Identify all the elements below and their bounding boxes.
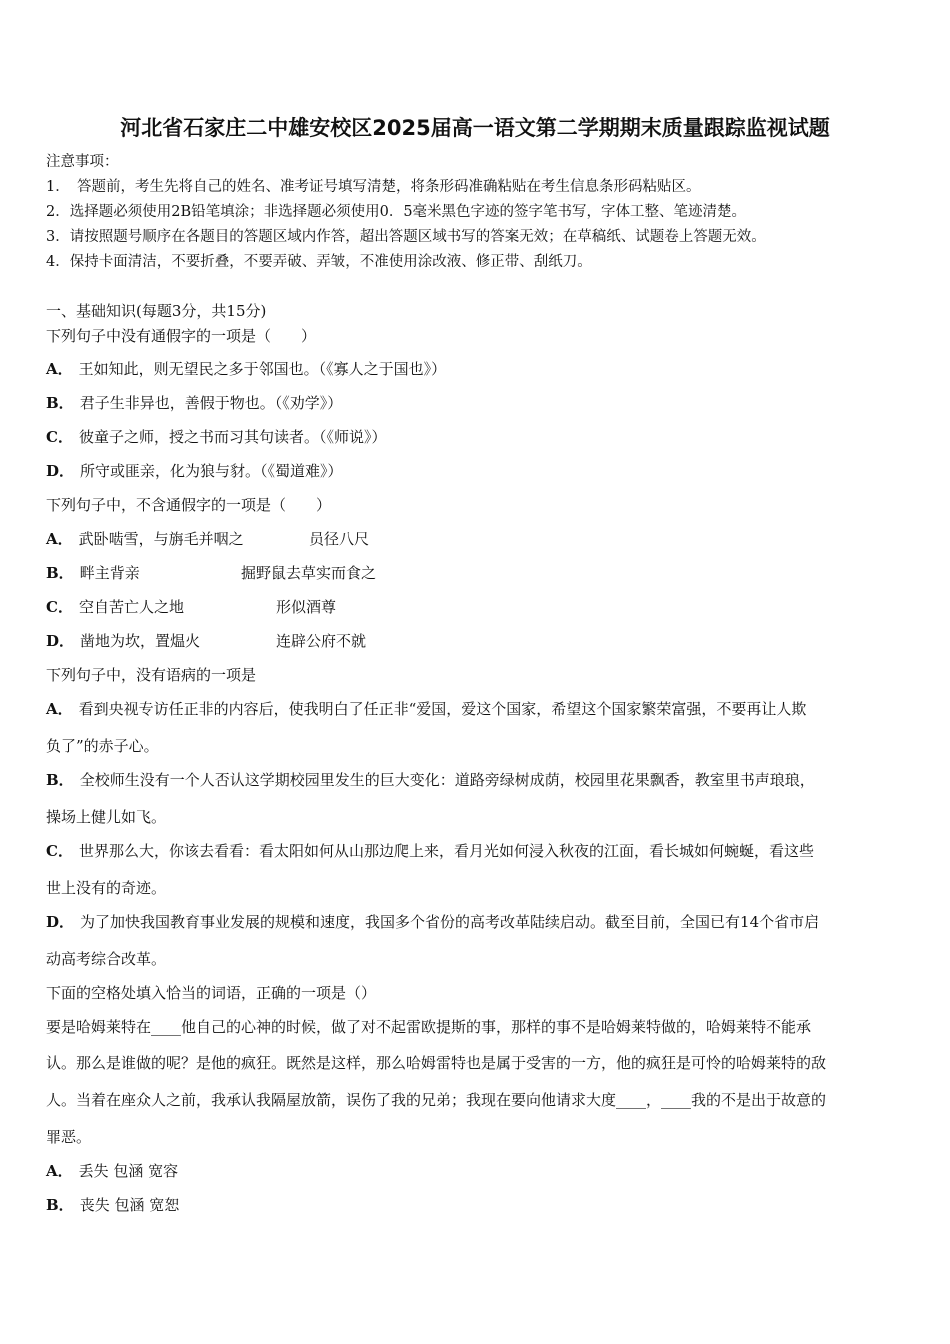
notice-item: 2．选择题必须使用2B铅笔填涂；非选择题必须使用0．5毫米黑色字迹的签字笔书写，字体工整、笔迹清楚。 <box>46 204 747 220</box>
option-text: 凿地为坎，置煴火 <box>80 632 201 650</box>
notice-item: 4．保持卡面清洁，不要折叠，不要弄破、弄皱，不准使用涂改液、修正带、刮纸刀。 <box>46 254 592 270</box>
passage-line: 人。当着在座众人之前，我承认我隔屋放箭，误伤了我的兄弟；我现在要向他请求大度____，____我的不是出于故意的 <box>46 1091 827 1109</box>
section-heading: 一、基础知识(每题3分，共15分) <box>46 302 267 320</box>
option-text: 全校师生没有一个人否认这学期校园里发生的巨大变化：道路旁绿树成荫，校园里花果飘香，教室里书声琅琅， <box>79 771 815 789</box>
option-d <box>46 912 819 932</box>
option-a-continuation: 负了”的赤子心。 <box>46 737 159 755</box>
option-letter: C． <box>46 842 73 860</box>
option-c-second-part: 形似酒尊 <box>276 598 337 616</box>
option-a <box>46 529 244 549</box>
option-d <box>46 461 343 481</box>
notice-heading: 注意事项： <box>46 154 119 170</box>
option-text: 彼童子之师，授之书而习其句读者。（《师说》） <box>78 428 387 446</box>
option-text: 所守或匪亲，化为狼与豺。（《蜀道难》） <box>80 462 343 480</box>
option-text: 丢失 包涵 宽容 <box>78 1162 179 1180</box>
option-text: 世界那么大，你该去看看：看太阳如何从山那边爬上来，看月光如何浸入秋夜的江面，看长城如何蜿蜒，看这些 <box>78 842 814 860</box>
option-letter: D． <box>46 462 75 480</box>
option-c <box>46 427 386 447</box>
option-text: 看到央视专访任正非的内容后，使我明白了任正非“爱国，爱这个国家，希望这个国家繁荣富强，不要再让人欺 <box>78 700 807 718</box>
option-letter: B． <box>46 1196 74 1214</box>
option-text: 畔主背亲 <box>79 564 140 582</box>
option-letter: A． <box>46 530 73 548</box>
option-letter: A． <box>46 700 73 718</box>
option-text: 君子生非异也，善假于物也。（《劝学》） <box>79 394 343 412</box>
option-d-continuation: 动高考综合改革。 <box>46 950 167 968</box>
option-text: 王如知此，则无望民之多于邻国也。（《寡人之于国也》） <box>78 360 447 378</box>
page-title: 河北省石家庄二中雄安校区2025届高一语文第二学期期末质量跟踪监视试题 <box>120 116 830 140</box>
option-a <box>46 359 446 379</box>
option-b <box>46 563 140 583</box>
option-c <box>46 597 184 617</box>
passage-line: 认。那么是谁做的呢？是他的疯狂。既然是这样，那么哈姆雷特也是属于受害的一方，他的疯狂是可怜的哈姆莱特的敌 <box>46 1054 827 1072</box>
option-letter: A． <box>46 1162 73 1180</box>
option-c-continuation: 世上没有的奇迹。 <box>46 879 167 897</box>
option-text: 武卧啮雪，与旃毛并咽之 <box>78 530 244 548</box>
option-text: 丧失 包涵 宽恕 <box>79 1196 180 1214</box>
option-b-continuation: 操场上健儿如飞。 <box>46 808 167 826</box>
option-letter: D． <box>46 913 75 931</box>
question-stem: 下列句子中，不含通假字的一项是（ ） <box>46 496 332 514</box>
option-b <box>46 1195 179 1215</box>
option-letter: C． <box>46 428 73 446</box>
question-stem: 下列句子中没有通假字的一项是（ ） <box>46 327 317 345</box>
passage-line: 罪恶。 <box>46 1128 92 1146</box>
option-text: 为了加快我国教育事业发展的规模和速度，我国多个省份的高考改革陆续启动。截至目前，全国已有14个省市启 <box>80 913 820 931</box>
notice-item: 1． 答题前，考生先将自己的姓名、准考证号填写清楚，将条形码准确粘贴在考生信息条形码粘贴区。 <box>46 179 701 195</box>
option-text: 空自苦亡人之地 <box>78 598 184 616</box>
question-stem: 下列句子中，没有语病的一项是 <box>46 666 257 684</box>
option-a <box>46 699 806 719</box>
option-b-second-part: 掘野鼠去草实而食之 <box>241 564 377 582</box>
option-d <box>46 631 200 651</box>
option-d-second-part: 连辟公府不就 <box>276 632 367 650</box>
option-b <box>46 393 342 413</box>
question-stem: 下面的空格处填入恰当的词语，正确的一项是（） <box>46 984 377 1002</box>
option-letter: B． <box>46 564 74 582</box>
option-letter: A． <box>46 360 73 378</box>
option-a <box>46 1161 178 1181</box>
option-c <box>46 841 814 861</box>
option-letter: B． <box>46 771 74 789</box>
notice-item: 3．请按照题号顺序在各题目的答题区域内作答，超出答题区域书写的答案无效；在草稿纸、试题卷上答题无效。 <box>46 229 766 245</box>
option-letter: B． <box>46 394 74 412</box>
passage-line: 要是哈姆莱特在____他自己的心神的时候，做了对不起雷欧提斯的事，那样的事不是哈姆莱特做的，哈姆莱特不能承 <box>46 1018 812 1036</box>
option-b <box>46 770 815 790</box>
option-letter: D． <box>46 632 75 650</box>
option-letter: C． <box>46 598 73 616</box>
option-a-second-part: 员径八尺 <box>309 530 370 548</box>
